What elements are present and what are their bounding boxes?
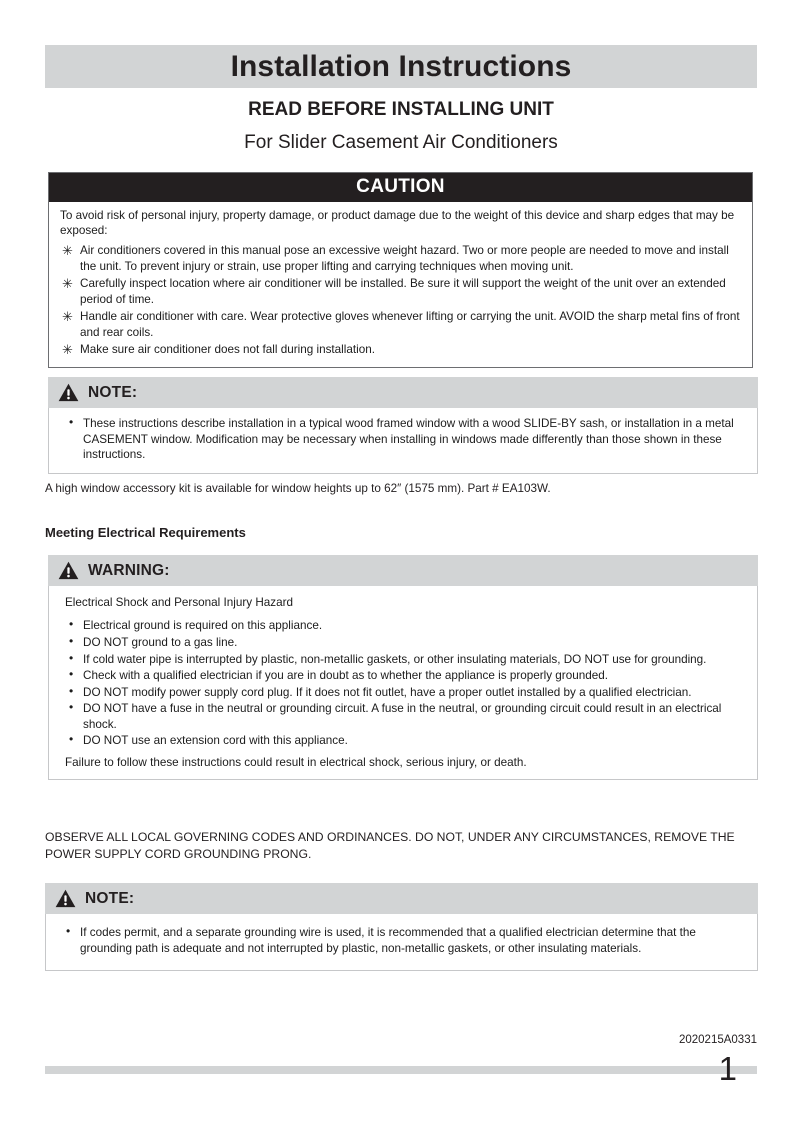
- note-panel-2-list: [62, 925, 743, 956]
- list-item: • If cold water pipe is interrupted by plastic, non-metallic gaskets, or other insulating materials, DO NOT use for grounding.: [65, 652, 743, 668]
- asterisk-bullet-icon: ✳: [62, 342, 73, 358]
- list-item-label: Carefully inspect location where air conditioner will be installed. Be sure it will support the weight of the unit over an extended period of time.: [80, 277, 726, 306]
- caution-body: [49, 202, 752, 367]
- page-number: 1: [718, 1050, 737, 1087]
- caution-heading: CAUTION: [49, 173, 752, 202]
- warning-tail-text: Failure to follow these instructions could result in electrical shock, serious injury, or death.: [65, 755, 527, 769]
- note-panel-1-title: NOTE:: [88, 383, 138, 401]
- list-item: • Electrical ground is required on this appliance.: [65, 618, 743, 634]
- warning-triangle-icon: [55, 889, 76, 908]
- list-item: • DO NOT modify power supply cord plug. If it does not fit outlet, have a proper outlet installed by a qualified electrician.: [65, 685, 743, 701]
- list-item: • These instructions describe installation in a typical wood framed window with a wood SLIDE-BY sash, or installation in a metal CASEMENT window. Modification may be necessary when installing in windows made differently than those shown in these instructions.: [65, 416, 745, 463]
- accessory-kit-note: A high window accessory kit is available for window heights up to 62″ (1575 mm). Part # EA103W.: [45, 482, 551, 495]
- document-number: 2020215A0331: [678, 1034, 757, 1046]
- observe-codes-statement: OBSERVE ALL LOCAL GOVERNING CODES AND ORDINANCES. DO NOT, UNDER ANY CIRCUMSTANCES, REMOVE THE POWER SUPPLY CORD GROUNDING PRONG.: [45, 830, 735, 862]
- asterisk-bullet-icon: ✳: [62, 276, 73, 292]
- warning-triangle-icon: [58, 383, 79, 402]
- warning-triangle-icon: [58, 561, 79, 580]
- note-panel-1: [48, 377, 758, 474]
- list-item: • DO NOT use an extension cord with this appliance.: [65, 733, 743, 749]
- list-item: [60, 276, 741, 307]
- note-panel-1-body: [48, 408, 758, 474]
- list-item: • Check with a qualified electrician if you are in doubt as to whether the appliance is properly grounded.: [65, 668, 743, 684]
- warning-panel: [48, 555, 758, 780]
- warning-bullet-list: [65, 618, 743, 749]
- warning-lead-text: Electrical Shock and Personal Injury Hazard: [65, 596, 294, 609]
- page-title: Installation Instructions: [230, 49, 572, 83]
- warning-panel-title: WARNING:: [88, 561, 170, 579]
- note-panel-1-header: [48, 377, 758, 408]
- note-panel-2-body: [45, 914, 758, 971]
- list-item: [60, 309, 741, 340]
- note-panel-1-list: [65, 416, 745, 463]
- list-item: • If codes permit, and a separate grounding wire is used, it is recommended that a qualified electrician determine that the grounding path is adequate and not interrupted by plastic, non-metallic gaskets, or other insulating materials.: [62, 925, 743, 956]
- asterisk-bullet-icon: ✳: [62, 243, 73, 259]
- list-item-label: Air conditioners covered in this manual pose an excessive weight hazard. Two or more people are needed to move and install the unit. To prevent injury or strain, use proper lifting and carrying techniques when moving unit.: [80, 244, 729, 273]
- page-title-bar: [45, 45, 757, 88]
- caution-intro-text: To avoid risk of personal injury, property damage, or product damage due to the weight of this device and sharp edges that may be exposed:: [60, 209, 735, 238]
- list-item: • DO NOT ground to a gas line.: [65, 635, 743, 651]
- list-item: [60, 342, 741, 357]
- note-panel-2-header: [45, 883, 758, 914]
- caution-panel: [48, 172, 753, 368]
- subtitle-primary: READ BEFORE INSTALLING UNIT: [248, 99, 554, 120]
- list-item: • DO NOT have a fuse in the neutral or grounding circuit. A fuse in the neutral, or grounding circuit could result in an electrical shock.: [65, 701, 743, 732]
- caution-bullet-list: [60, 243, 741, 357]
- note-panel-2-title: NOTE:: [85, 889, 135, 907]
- section-heading-electrical: Meeting Electrical Requirements: [45, 525, 246, 540]
- warning-panel-body: [48, 586, 758, 780]
- warning-panel-header: [48, 555, 758, 586]
- list-item: [60, 243, 741, 274]
- footer-rule: [45, 1066, 757, 1074]
- asterisk-bullet-icon: ✳: [62, 309, 73, 325]
- list-item-label: Handle air conditioner with care. Wear protective gloves whenever lifting or carrying the unit. AVOID the sharp metal fins of front and rear coils.: [80, 310, 740, 339]
- list-item-label: Make sure air conditioner does not fall during installation.: [80, 343, 375, 357]
- note-panel-2: [45, 883, 758, 971]
- subtitle-secondary: For Slider Casement Air Conditioners: [244, 132, 558, 153]
